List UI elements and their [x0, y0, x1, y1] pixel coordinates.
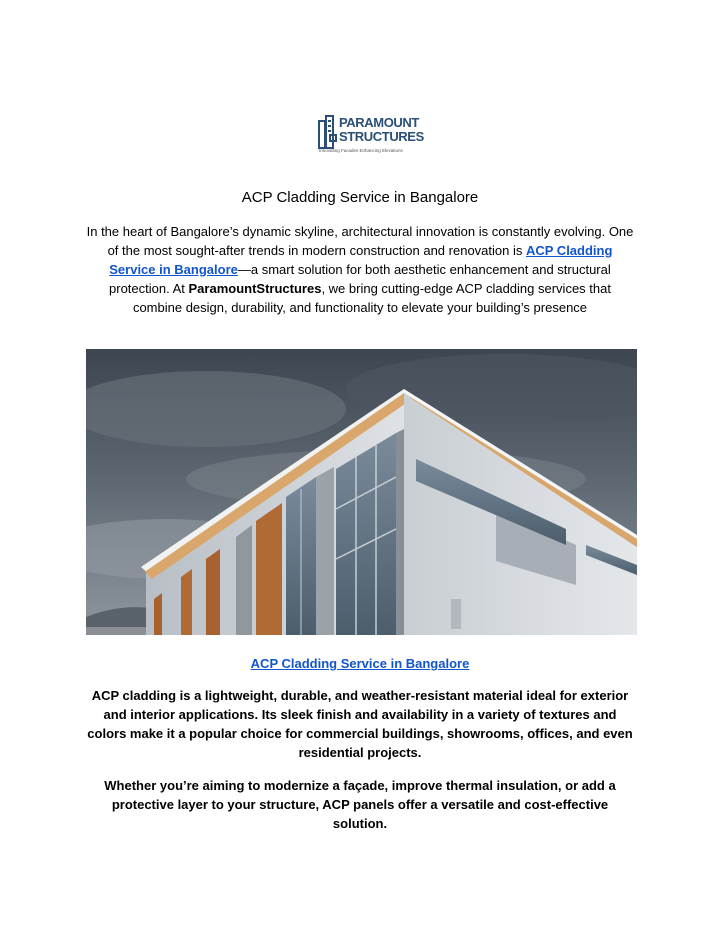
- caption-link[interactable]: ACP Cladding Service in Bangalore: [250, 656, 470, 671]
- building-logo-icon: [318, 115, 338, 149]
- logo-wordmark-line2: STRUCTURES: [339, 129, 424, 144]
- intro-text-1: In the heart of Bangalore’s dynamic skyline, architectural innovation is constantly evolving. One of the most sought-after trends in modern construction and renovation is: [86, 224, 634, 258]
- intro-text-3: , we bring cutting-edge ACP cladding services that combine design, durability, and functionality to elevate your building’s presence: [132, 281, 611, 315]
- brand-name: ParamountStructures: [188, 281, 322, 296]
- body-paragraph-2: Whether you’re aiming to modernize a façade, improve thermal insulation, or add a protective layer to your structure, ACP panels offer a versatile and cost-effective solution.: [104, 778, 616, 831]
- company-logo: [318, 114, 424, 156]
- intro-paragraph: [84, 222, 636, 317]
- logo-tagline: Innovating Facades Enhancing Elevations: [319, 148, 403, 153]
- logo-wordmark-line1: PARAMOUNT: [339, 115, 419, 130]
- acp-cladding-link[interactable]: ACP Cladding Service in Bangalore: [109, 243, 613, 277]
- page-title: ACP Cladding Service in Bangalore: [241, 189, 479, 206]
- intro-text-2: —a smart solution for both aesthetic enhancement and structural protection. At: [109, 262, 611, 296]
- body-paragraph-1: ACP cladding is a lightweight, durable, and weather-resistant material ideal for exterior and interior applications. Its sleek finish and availability in a variety of textures and colors make it a popular choice for commercial buildings, showrooms, offices, and even residential projects.: [87, 688, 633, 760]
- photo-caption: [0, 655, 720, 673]
- building-photo: [86, 349, 637, 635]
